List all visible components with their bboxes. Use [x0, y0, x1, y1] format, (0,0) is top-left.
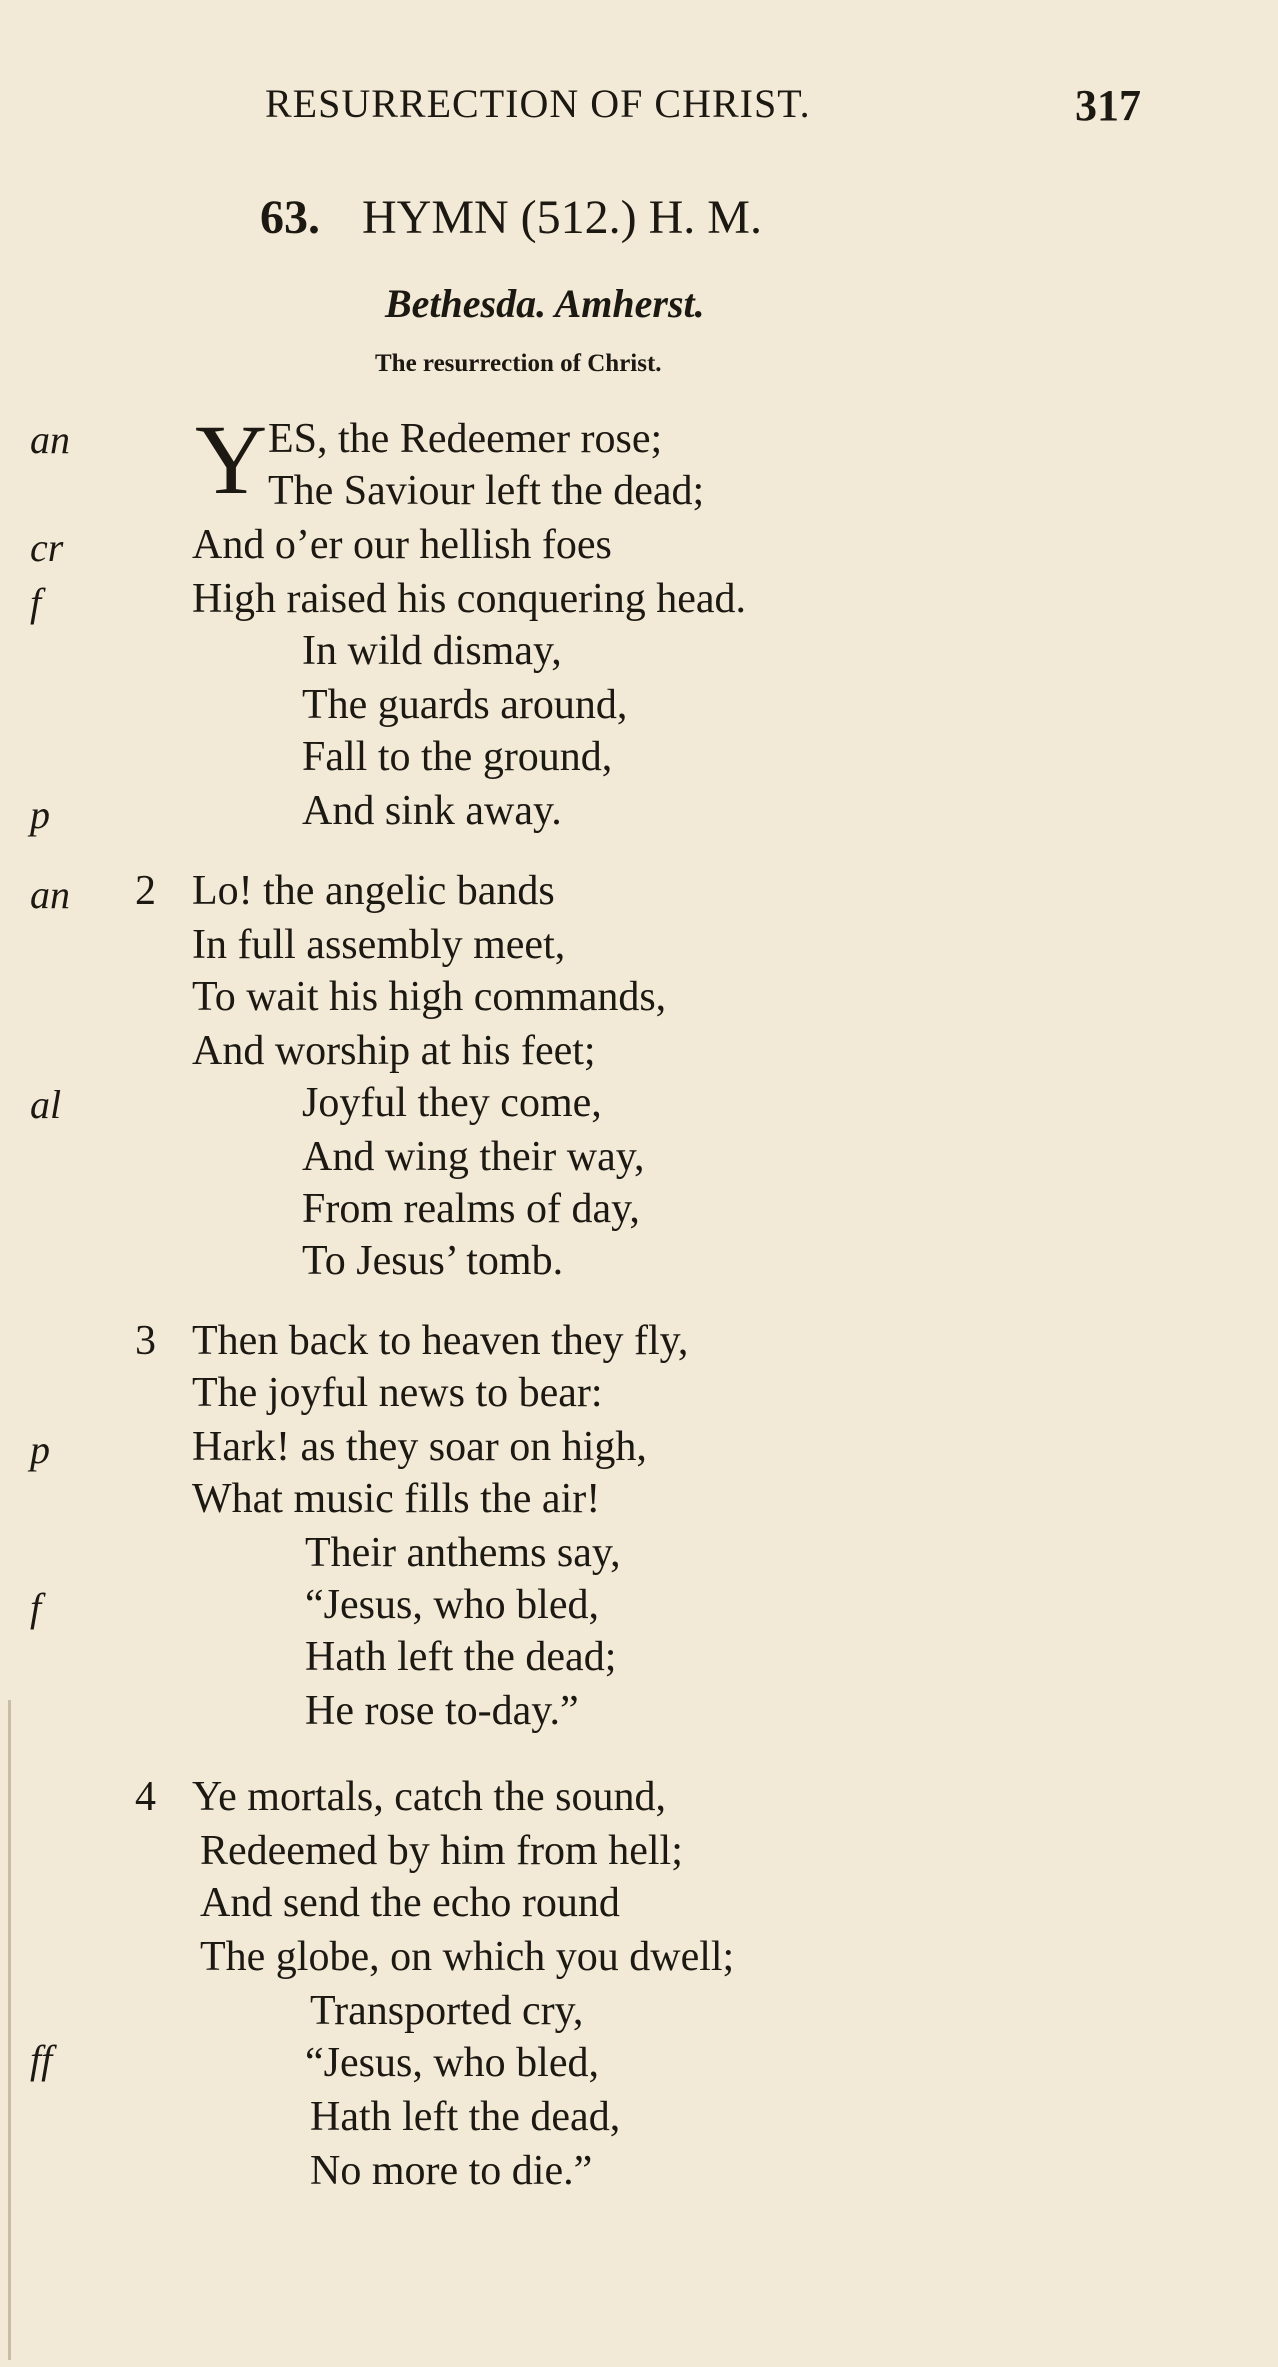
dynamic-mark: f	[30, 1585, 42, 1630]
dynamic-mark: p	[30, 1427, 50, 1472]
verse-line: And o’er our hellish foes	[192, 522, 612, 568]
verse-line: Their anthems say,	[305, 1530, 621, 1576]
dynamic-mark: an	[30, 417, 70, 462]
dynamic-mark: p	[30, 792, 50, 837]
dynamic-mark: f	[30, 580, 42, 625]
verse-line: From realms of day,	[302, 1186, 640, 1232]
verse-line: And wing their way,	[302, 1134, 645, 1180]
verse-line: And sink away.	[302, 788, 562, 834]
hymn-subject: The resurrection of Christ.	[375, 350, 662, 377]
drop-cap: Y	[195, 404, 268, 515]
hymn-number: 63.	[260, 191, 320, 244]
verse-line: Ye mortals, catch the sound,	[192, 1774, 666, 1820]
verse-line: And worship at his feet;	[192, 1028, 596, 1074]
verse-line: To wait his high commands,	[192, 974, 667, 1020]
verse-line: Then back to heaven they fly,	[192, 1318, 689, 1364]
hymn-heading	[260, 190, 762, 245]
verse-line: The joyful news to bear:	[192, 1370, 603, 1416]
verse-line: Lo! the angelic bands	[192, 868, 555, 914]
verse-line: Joyful they come,	[302, 1080, 602, 1126]
verse-line: “Jesus, who bled,	[305, 1582, 599, 1628]
verse-line: Redeemed by him from hell;	[200, 1828, 683, 1874]
verse-line: What music fills the air!	[192, 1476, 601, 1522]
verse-line: And send the echo round	[200, 1880, 620, 1926]
verse-line: No more to die.”	[310, 2148, 593, 2194]
verse-line: In full assembly meet,	[192, 922, 566, 968]
verse-line: To Jesus’ tomb.	[302, 1238, 564, 1284]
verse-line: Transported cry,	[310, 1988, 584, 2034]
dynamic-mark: ff	[30, 2037, 53, 2082]
verse-line: The guards around,	[302, 682, 628, 728]
hymn-title: HYMN (512.) H. M.	[362, 191, 762, 244]
verse-line: ES, the Redeemer rose;	[268, 416, 663, 462]
verse-line: The globe, on which you dwell;	[200, 1934, 735, 1980]
verse-line: The Saviour left the dead;	[268, 468, 705, 514]
verse-line: He rose to-day.”	[305, 1688, 579, 1734]
page-header	[0, 80, 1278, 140]
running-title: RESURRECTION OF CHRIST.	[265, 81, 811, 126]
tune-names: Bethesda. Amherst.	[385, 281, 705, 326]
verse-line: Fall to the ground,	[302, 734, 613, 780]
stanza-number: 4	[135, 1774, 156, 1820]
verse-line: In wild dismay,	[302, 628, 562, 674]
stanza-number: 2	[135, 868, 156, 914]
page-number: 317	[1075, 81, 1141, 130]
verse-line: Hath left the dead,	[310, 2094, 621, 2140]
verse-line: Hath left the dead;	[305, 1634, 617, 1680]
dynamic-mark: al	[30, 1082, 62, 1127]
verse-line: “Jesus, who bled,	[305, 2040, 599, 2086]
dynamic-mark: an	[30, 872, 70, 917]
dynamic-mark: cr	[30, 525, 64, 570]
verse-line: Hark! as they soar on high,	[192, 1424, 647, 1470]
page-edge-shadow	[8, 1700, 11, 2360]
verse-line: High raised his conquering head.	[192, 576, 747, 622]
stanza-number: 3	[135, 1318, 156, 1364]
